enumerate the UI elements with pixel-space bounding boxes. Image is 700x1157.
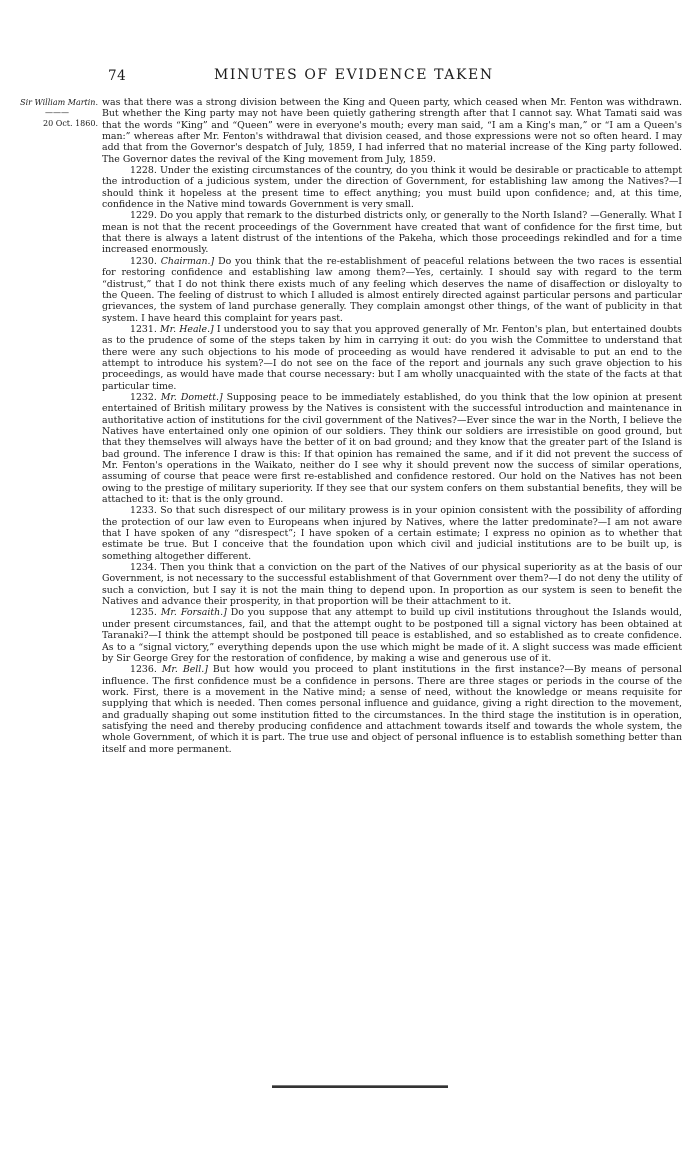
evidence-paragraph	[102, 664, 682, 755]
running-title: MINUTES OF EVIDENCE TAKEN	[214, 67, 494, 83]
paragraph-text: Under the existing circumstances of the country, do you think it would be desirable or practicable to attempt the introduction of a judicious system, under the direction of Government, for establishing law among the Natives?—I should think it hopeless at the present time to effect anything; you must build upon confidence; and, at this time, confidence in the Native mind towards Government is very small.	[102, 165, 682, 211]
paragraph-text: So that such disrespect of our military prowess is in your opinion consistent with the possibility of affording the protection of our law even to Europeans when injured by Natives, where the latter predominate?—I am not aware that I have spoken of any “disrespect”; I have spoken of a certain estimate; I express no opinion as to whether that estimate be true. But I conceive that the foundation upon which civil and judicial institutions are to be built up, is something altogether different.	[102, 505, 682, 562]
evidence-paragraph	[102, 505, 682, 562]
evidence-paragraph	[102, 324, 682, 392]
evidence-date: 20 Oct. 1860.	[43, 118, 98, 128]
evidence-paragraph	[102, 165, 682, 210]
paragraph-text: Supposing peace to be immediately established, do you think that the low opinion at present entertained of British military prowess by the Natives is consistent with the successful introduction and maintenance in authoritative action of institutions for the civil government of the Natives?—Ever since the war in the North, I believe the Natives have entertained only one opinion of our soldiers. They think our soldiers are irresistible on good ground, but that they themselves will always have the better of it on bad ground; and they know that the greater part of the Island is bad ground. The inference I draw is this: If that opinion has remained the same, and if it did not prevent the success of Mr. Fenton's operations in the Waikato, neither do I see why it should prevent now the success of similar operations, assuming of course that peace were first re-established and confidence restored. Our hold on the Natives has not been owing to the prestige of military superiority. If they see that our system confers on them substantial benefits, they will be attached to it: that is the only ground.	[102, 391, 683, 506]
question-number: 1228.	[130, 165, 157, 177]
paragraph-text: Do you suppose that any attempt to build up civil institutions throughout the Islands would, under present circumstances, fail, and that the attempt ought to be postponed till a signal victory has been obtained at Taranaki?—I think the attempt should be postponed till peace is established, and so established as to create confidence. As to a “signal victory,” everything depends upon the use which might be made of it. A slight success was made efficient by Sir George Grey for the restoration of confidence, by making a wise and generous use of it.	[102, 607, 683, 664]
question-number: 1235.	[130, 607, 157, 619]
margin-notes	[6, 98, 98, 129]
paragraph-text: But how would you proceed to plant institutions in the first instance?—By means of personal influence. The first confidence must be a confidence in persons. There are three stages or periods in the course of the work. First, there is a movement in the Native mind; a sense of need, without the knowledge or means requisite for supplying that which is needed. Then comes personal influence and guidance, giving a right direction to the movement, and gradually shaping out some institution fitted to the circumstances. In the third stage the institution is in operation, satisfying the need and thereby producing confidence and attachment towards itself and towards the whole system, the whole Government, of which it is part. The true use and object of personal influence is to establish something better than itself and more permanent.	[102, 664, 682, 755]
speaker-label: Mr. Forsaith.]	[160, 607, 227, 619]
speaker-label: Mr. Domett.]	[160, 391, 223, 403]
evidence-paragraph	[102, 256, 682, 324]
end-rule	[272, 1085, 448, 1088]
evidence-paragraph	[102, 562, 682, 607]
speaker-label: Mr. Heale.]	[160, 323, 214, 335]
evidence-paragraph	[102, 97, 682, 165]
speaker-label: Chairman.]	[160, 255, 215, 267]
question-number: 1234.	[130, 562, 157, 574]
evidence-paragraph	[102, 392, 682, 505]
paragraph-text: I understood you to say that you approved generally of Mr. Fenton's plan, but entertained doubts as to the prudence of some of the steps taken by him in carrying it out: do you wish the Committee to understand that there were any such objections to his mode of proceeding as would have rendered it advisable to put an end to the attempt to introduce his system?—I do not see on the face of the report and journals any such grave objection to his proceedings, as would have made that course necessary: but I am wholly unacquainted with the state of the facts at that particular time.	[102, 323, 682, 392]
paragraph-text: was that there was a strong division between the King and Queen party, which ceased when Mr. Fenton was withdrawn. But whether the King party may not have been quietly gathering strength after that I cannot say. What Tamati said was that the words “King” and “Queen” were in everyone's mouth; every man said, “I am a King's man,” or “I am a Queen's man:” whereas after Mr. Fenton's withdrawal that division ceased, and those expressions were not so often heard. I may add that from the Governor's despatch of July, 1859, I had inferred that no material increase of the King party followed. The Governor dates the revival of the King movement from July, 1859.	[102, 97, 682, 165]
question-number: 1230.	[130, 255, 157, 267]
evidence-text	[102, 97, 682, 755]
paragraph-text: Then you think that a conviction on the part of the Natives of our physical superiority as at the basis of our Government, is not necessary to the successful establishment of that Government over them?—I do not deny the utility of such a conviction, but I say it is not the main thing to depend upon. In proportion as our system is seen to benefit the Natives and advance their prosperity, in that proportion will be their attachment to it.	[102, 562, 682, 608]
evidence-paragraph	[102, 607, 682, 664]
question-number: 1232.	[130, 391, 157, 403]
witness-name: Sir William Martin.	[20, 98, 98, 107]
speaker-label: Mr. Bell.]	[161, 664, 208, 676]
margin-dash: ———	[45, 108, 69, 118]
question-number: 1236.	[130, 664, 157, 676]
question-number: 1233.	[130, 505, 157, 517]
question-number: 1231.	[130, 323, 157, 335]
evidence-paragraph	[102, 210, 682, 255]
paragraph-text: Do you apply that remark to the disturbed districts only, or generally to the North Island? —Generally. What I mean is not that the recent proceedings of the Government have created that want of confidence for the first time, but that there is always a latent distrust of the intentions of the Pakeha, which those proceedings rekindled and for a time increased enormously.	[102, 210, 683, 256]
page-number: 74	[108, 68, 127, 84]
question-number: 1229.	[130, 210, 157, 222]
paragraph-text: Do you think that the re-establishment of peaceful relations between the two races is essential for restoring confidence and establishing law among them?—Yes, certainly. I should say with regard to the term “distrust,” that I do not think there exists much of any feeling which deserves the name of disaffection or disloyalty to the Queen. The feeling of distrust to which I alluded is almost entirely directed against particular persons and particular grievances, the system of land purchase generally. They complain amongst other things, of the want of publicity in that system. I have heard this complaint for years past.	[102, 255, 682, 324]
